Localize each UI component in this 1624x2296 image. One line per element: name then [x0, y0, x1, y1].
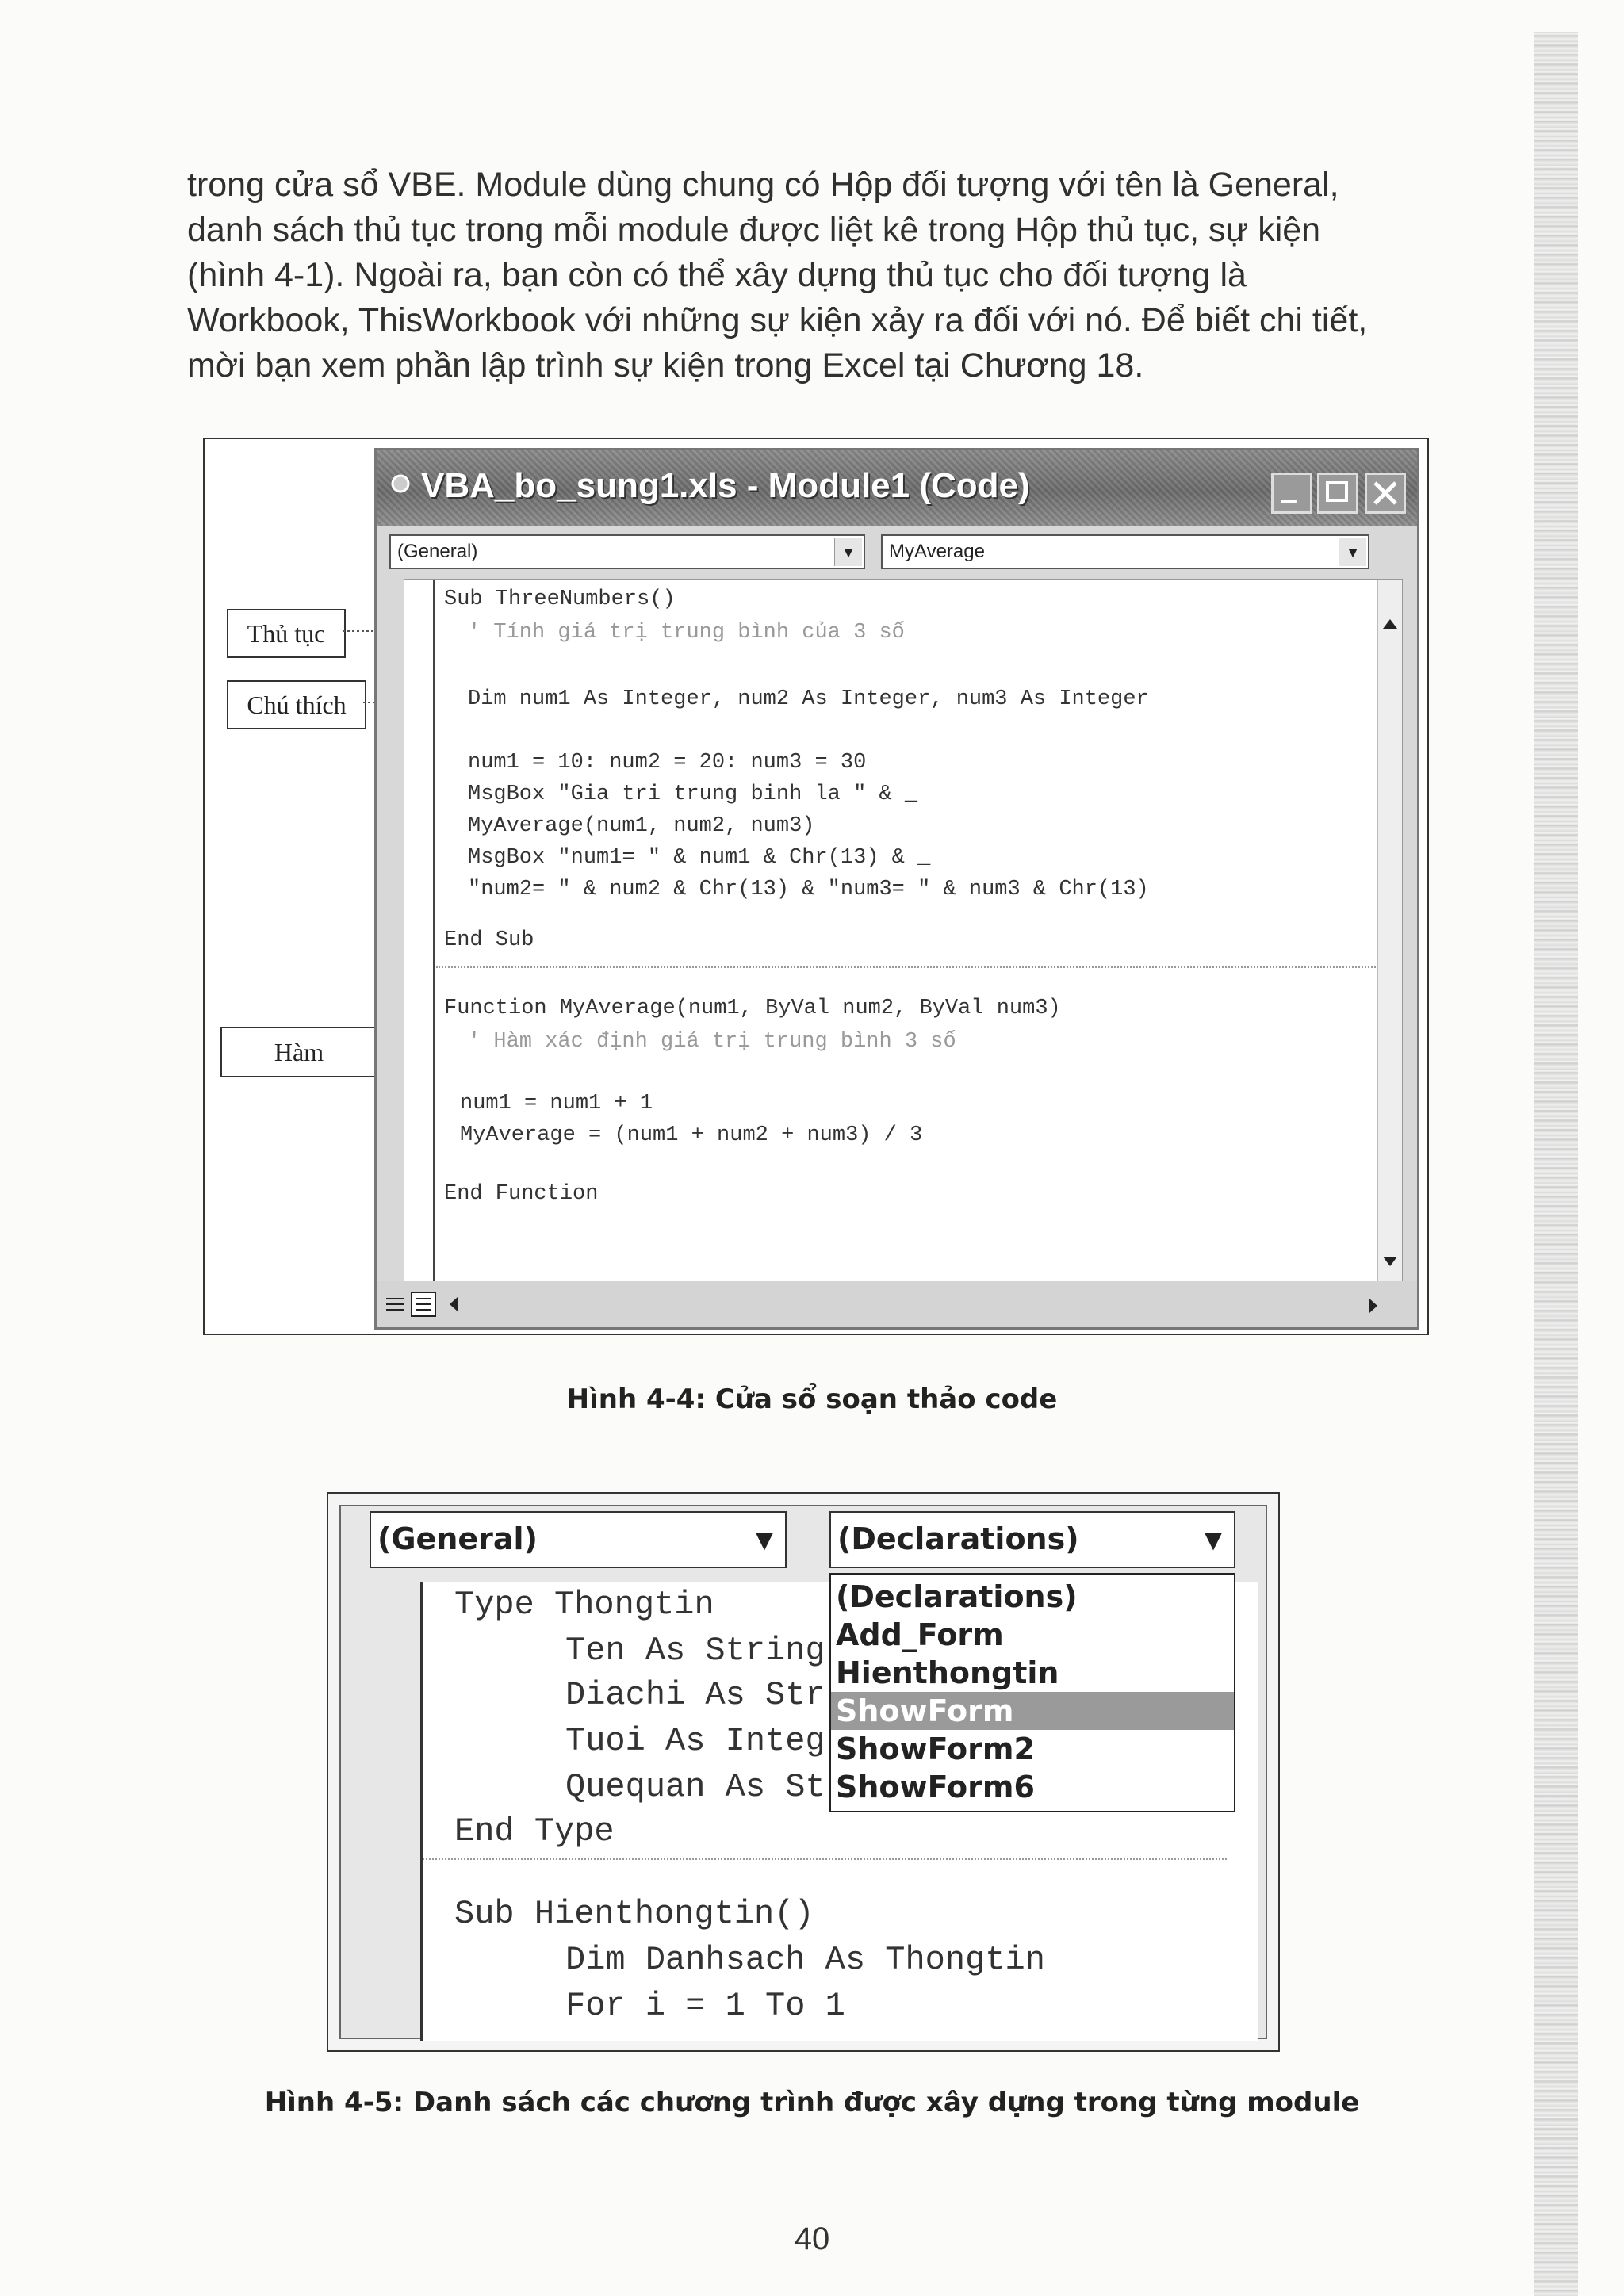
- object-combo-value: (General): [397, 541, 478, 562]
- callout-comment: Chú thích: [227, 680, 366, 729]
- window-titlebar: [377, 450, 1417, 526]
- procedure-combo-value: MyAverage: [889, 541, 985, 562]
- dropdown-item[interactable]: ShowForm2: [836, 1732, 1035, 1766]
- combo-bar: [385, 528, 1409, 577]
- procedure-separator: [423, 1858, 1227, 1860]
- code-line: MyAverage(num1, num2, num3): [468, 814, 815, 838]
- full-module-view-icon[interactable]: [410, 1291, 437, 1318]
- code-line: "num2= " & num2 & Chr(13) & "num3= " & num3 & Chr(13): [468, 878, 1149, 901]
- procedure-separator: [436, 966, 1394, 968]
- intro-paragraph: [187, 163, 1497, 388]
- procedure-dropdown-list: [829, 1573, 1235, 1812]
- dropdown-item[interactable]: ShowForm6: [836, 1770, 1035, 1804]
- code-line: Sub Hienthongtin(): [454, 1895, 814, 1933]
- minimize-button[interactable]: [1271, 473, 1312, 514]
- figure-caption: Hình 4-5: Danh sách các chương trình được xây dựng trong từng module: [264, 2087, 1360, 2118]
- code-line: num1 = num1 + 1: [460, 1092, 653, 1115]
- view-toolbar: [377, 1281, 1417, 1327]
- page-number: 40: [794, 2221, 830, 2256]
- scroll-down-icon[interactable]: [1378, 1246, 1402, 1277]
- dropdown-item[interactable]: Add_Form: [836, 1617, 1004, 1652]
- code-line: MsgBox "Gia tri trung binh la " & _: [468, 783, 918, 806]
- dropdown-arrow-icon[interactable]: ▼: [1339, 538, 1366, 566]
- code-line: Diachi As Str: [565, 1676, 825, 1714]
- callout-procedure: Thủ tục: [227, 609, 346, 658]
- code-comment: ' Tính giá trị trung bình của 3 số: [468, 621, 905, 645]
- callout-function: Hàm: [220, 1027, 377, 1077]
- scroll-right-icon[interactable]: [1362, 1292, 1385, 1319]
- figure-caption: Hình 4-4: Cửa sổ soạn thảo code: [566, 1383, 1058, 1415]
- procedure-combo[interactable]: [829, 1511, 1235, 1568]
- scroll-up-icon[interactable]: [1378, 608, 1402, 640]
- procedure-view-icon[interactable]: [381, 1291, 408, 1318]
- code-line: End Type: [454, 1812, 615, 1850]
- close-button[interactable]: [1365, 473, 1406, 514]
- code-line: Type Thongtin: [454, 1586, 714, 1624]
- code-line: For i = 1 To 1: [565, 1987, 845, 2025]
- intro-line: Workbook, ThisWorkbook với những sự kiện xảy ra đối với nó. Để biết chi tiết,: [187, 301, 1368, 339]
- vertical-scrollbar[interactable]: [1377, 580, 1402, 1285]
- procedure-combo-value: (Declarations): [837, 1521, 1079, 1556]
- window-title: VBA_bo_sung1.xls - Module1 (Code): [421, 466, 1030, 505]
- minimize-icon: [1274, 475, 1310, 511]
- code-line: Ten As String: [565, 1632, 825, 1670]
- code-margin: [404, 580, 435, 1285]
- code-line: MsgBox "num1= " & num1 & Chr(13) & _: [468, 846, 931, 870]
- procedure-combo[interactable]: [881, 534, 1369, 569]
- dropdown-item-selected[interactable]: ShowForm: [831, 1692, 1234, 1730]
- intro-line: mời bạn xem phần lập trình sự kiện trong Excel tại Chương 18.: [187, 346, 1144, 385]
- intro-line: danh sách thủ tục trong mỗi module được liệt kê trong Hộp thủ tục, sự kiện: [187, 211, 1321, 249]
- code-pane[interactable]: [404, 579, 1403, 1286]
- maximize-icon: [1320, 475, 1356, 511]
- object-combo-value: (General): [377, 1521, 538, 1556]
- code-line: MyAverage = (num1 + num2 + num3) / 3: [460, 1123, 923, 1147]
- code-line: Function MyAverage(num1, ByVal num2, ByVal num3): [444, 997, 1061, 1020]
- code-line: End Sub: [444, 928, 534, 952]
- scan-edge: [1534, 32, 1578, 2296]
- intro-line: (hình 4-1). Ngoài ra, bạn còn có thể xây dựng thủ tục cho đối tượng là: [187, 256, 1247, 294]
- code-line: Sub ThreeNumbers(): [444, 587, 676, 611]
- vbe-code-window: [374, 448, 1419, 1330]
- vbe-app-icon: [388, 471, 413, 496]
- dropdown-arrow-icon[interactable]: ▼: [834, 538, 862, 566]
- figure-procedure-list: [327, 1492, 1280, 2052]
- dropdown-arrow-icon[interactable]: ▼: [1205, 1527, 1222, 1553]
- code-line: num1 = 10: num2 = 20: num3 = 30: [468, 751, 867, 775]
- maximize-button[interactable]: [1317, 473, 1358, 514]
- object-combo[interactable]: [389, 534, 865, 569]
- code-line: End Function: [444, 1182, 599, 1206]
- scroll-left-icon[interactable]: [442, 1291, 465, 1318]
- intro-line: trong cửa sổ VBE. Module dùng chung có Hộp đối tượng với tên là General,: [187, 166, 1339, 204]
- code-comment: ' Hàm xác định giá trị trung bình 3 số: [468, 1030, 956, 1054]
- code-line: Dim Danhsach As Thongtin: [565, 1941, 1045, 1979]
- dropdown-item[interactable]: Hienthongtin: [836, 1655, 1059, 1690]
- code-line: Dim num1 As Integer, num2 As Integer, num3 As Integer: [468, 687, 1149, 711]
- code-window-excerpt: [339, 1505, 1267, 2039]
- close-icon: [1367, 475, 1404, 511]
- dropdown-arrow-icon[interactable]: ▼: [756, 1527, 773, 1553]
- code-line: Quequan As St: [565, 1768, 825, 1806]
- code-line: Tuoi As Integ: [565, 1722, 825, 1760]
- object-combo[interactable]: [370, 1511, 787, 1568]
- dropdown-item[interactable]: (Declarations): [836, 1579, 1078, 1614]
